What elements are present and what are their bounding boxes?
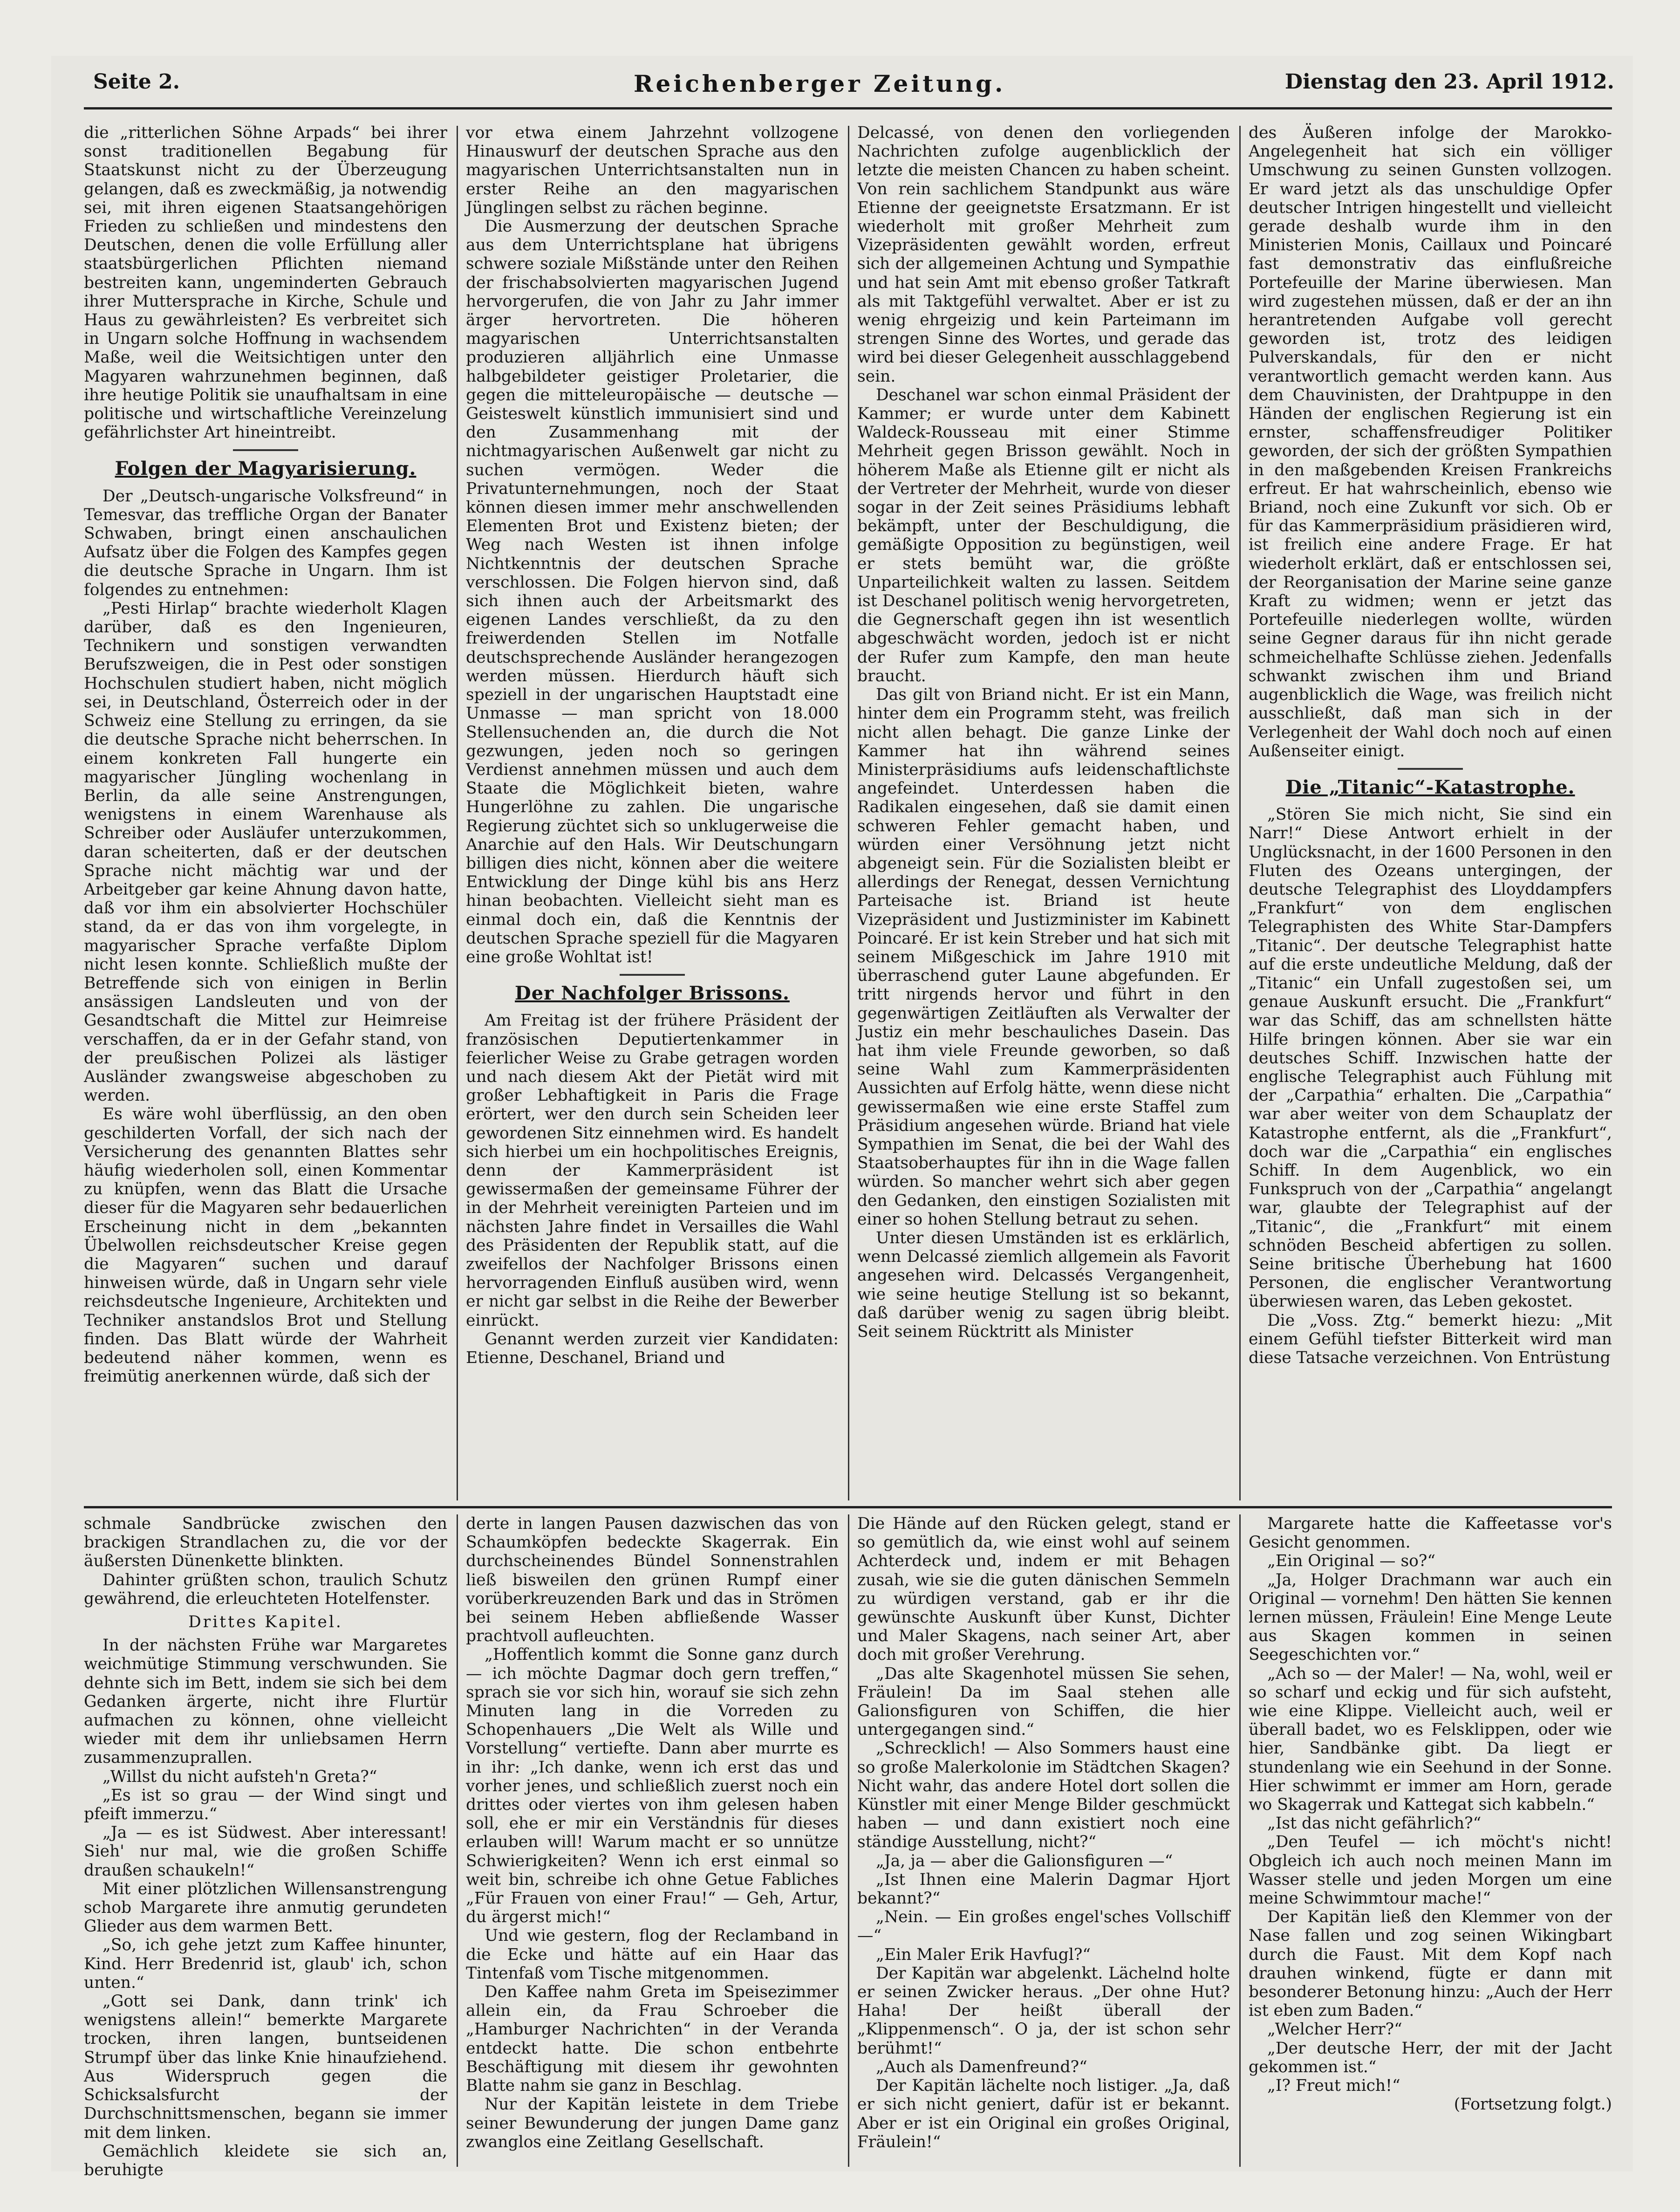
story-paragraph: Mit einer plötzlichen Willensanstrengung schob Margarete ihre anmutig gerundeten Glieder aus dem warmen Bett.	[84, 1879, 447, 1936]
chapter-heading: Drittes Kapitel.	[188, 1613, 343, 1632]
story-paragraph: schmale Sandbrücke zwischen den brackigen Strandlachen zu, die vor der äußersten Dünenkette blinkten.	[84, 1514, 447, 1571]
story-paragraph: „Ja, Holger Drachmann war auch ein Original — vornehm! Den hätten Sie kennen lernen müssen, Fräulein! Eine Menge Leute aus Skagen kommen in seinen Seegeschichten vor.“	[1249, 1570, 1612, 1664]
article-paragraph: die „ritterlichen Söhne Arpads“ bei ihrer sonst traditionellen Begabung für Staatskunst nicht zu der Überzeugung gelangen, daß es zweckmäßig, ja notwendig sei, mit ihren eigenen Staatsangehörigen Frieden zu schließen und mindestens den Deutschen, denen die volle Erfüllung aller staatsbürgerlichen Pflichten niemand bestreiten kann, ungeminderten Gebrauch ihrer Muttersprache in Kirche, Schule und Haus zu gewährleisten? Es verbreitet sich in Ungarn solche Hoffnung in wachsendem Maße, weil die Weitsichtigen unter den Magyaren wahrzunehmen beginnen, daß ihre heutige Politik sie unaufhaltsam in eine politische und wirtschaftliche Vereinzelung gefährlichster Art hineintreibt.	[84, 123, 447, 442]
section-divider	[233, 449, 298, 451]
story-paragraph: „Welcher Herr?“	[1267, 2020, 1402, 2039]
story-paragraph: „Ist Ihnen eine Malerin Dagmar Hjort bekannt?“	[857, 1870, 1230, 1908]
story-paragraph: Und wie gestern, flog der Reclamband in die Ecke und hätte auf ein Haar das Tintenfaß vom Tische mitgenommen.	[466, 1926, 839, 1983]
story-paragraph: „Willst du nicht aufsteh'n Greta?“	[102, 1767, 377, 1786]
column-divider	[848, 126, 849, 1500]
story-paragraph: „Ach so — der Maler! — Na, wohl, weil er so scharf und eckig und für sich aufsteht, wie eine Klippe. Vielleicht auch, weil er überall badet, wo es Felsklippen, oder wie hier, Sandbänke gibt. Da liegt er stundenlang wie ein Seehund in der Sonne. Hier schwimmt er immer am Horn, gerade wo Skagerrak und Kattegat sich kabbeln.“	[1249, 1664, 1612, 1815]
story-paragraph: Den Kaffee nahm Greta im Speisezimmer allein ein, da Frau Schroeber die „Hamburger Nachrichten“ in der Veranda entdeckt hatte. Die schon entbehrte Beschäftigung mit diesem ihr gewohnten Blatte nahm sie ganz in Beschlag.	[466, 1983, 839, 2096]
story-paragraph: Der Kapitän war abgelenkt. Lächelnd holte er seinen Zwicker heraus. „Der ohne Hut? Haha! Der heißt überall der „Klippenmensch“. O ja, der ist schon sehr berühmt!“	[857, 1964, 1230, 2058]
story-paragraph: „Auch als Damenfreund?“	[876, 2057, 1087, 2076]
story-paragraph: In der nächsten Frühe war Margaretes weichmütige Stimmung verschwunden. Sie dehnte sich im Bett, indem sie sich bei dem Gedanken ärgerte, nicht ihre Flurtür aufmachen zu können, ohne vielleicht wieder mit dem ihr unliebsamen Herrn zusammenzuprallen.	[84, 1636, 447, 1767]
story-paragraph: „I? Freut mich!“	[1267, 2076, 1400, 2096]
story-paragraph: „Ein Maler Erik Havfugl?“	[876, 1945, 1091, 1964]
column-divider	[457, 126, 458, 1500]
article-paragraph: Die Ausmerzung der deutschen Sprache aus dem Unterrichtsplane hat übrigens schwere soziale Mißstände unter den Reihen der frischabsolvierten magyarischen Jugend hervorgerufen, die von Jahr zu Jahr immer ärger hervortreten. Die höheren magyarischen Unterrichtsanstalten produzieren alljährlich eine Unmasse halbgebildeter geistiger Proletarier, die gegen die mitteleuropäische — deutsche — Geisteswelt künstlich immunisiert sind und den Zusammenhang mit der nichtmagyarischen Außenwelt gar nicht zu suchen vermögen. Weder die Privatunternehmungen, noch der Staat können diesen immer mehr anschwellenden Elementen Brot und Existenz bieten; der Weg nach Westen ist ihnen infolge Nichtkenntnis der deutschen Sprache verschlossen. Die Folgen hiervon sind, daß sich ihnen auch der Arbeitsmarkt des eigenen Landes verschließt, da zu den freiwerdenden Stellen im Notfalle deutschsprechende Ausländer herangezogen werden müssen. Hierdurch häuft sich speziell in der ungarischen Hauptstadt eine Unmasse — man spricht von 18.000 Stellensuchenden an, die durch die Not gezwungen, jeden noch so geringen Verdienst annehmen müssen und auch dem Staate die Möglichkeit bieten, wahre Hungerlöhne zu zahlen. Die ungarische Regierung züchtet sich so unklugerweise die Anarchie auf den Hals. Wir Deutschungarn billigen dies nicht, können aber die weitere Entwicklung der Dinge kühl bis ans Herz hinan beobachten. Vielleicht sieht man es einmal doch ein, daß die Kenntnis der deutschen Sprache speziell für die Magyaren eine große Wohltat ist!	[466, 217, 839, 966]
article-paragraph: Am Freitag ist der frühere Präsident der französischen Deputiertenkammer in feierlicher Weise zu Grabe getragen worden und nach diesem Akt der Pietät wird mit großer Lebhaftigkeit in Paris die Frage erörtert, wer den durch sein Scheiden leer gewordenen Sitz einnehmen wird. Es handelt sich hierbei um ein hochpolitisches Ereignis, denn der Kammerpräsident ist gewissermaßen der gemeinsame Führer der in der Mehrheit vereinigten Parteien und im nächsten Jahre findet in Versailles die Wahl des Präsidenten der Republik statt, auf die zweifellos der Nachfolger Brissons einen hervorragenden Einfluß ausüben wird, wenn er nicht gar selbst in die Reihe der Bewerber einrückt.	[466, 1011, 839, 1330]
story-paragraph: Margarete hatte die Kaffeetasse vor's Gesicht genommen.	[1249, 1514, 1612, 1552]
article-paragraph: Genannt werden zurzeit vier Kandidaten: Etienne, Deschanel, Briand und	[466, 1329, 839, 1367]
column-divider	[457, 1514, 458, 2167]
column-divider	[848, 1514, 849, 2167]
story-paragraph: „Der deutsche Herr, der mit der Jacht gekommen ist.“	[1249, 2039, 1612, 2076]
story-paragraph: Dahinter grüßten schon, traulich Schutz gewährend, die erleuchteten Hotelfenster.	[84, 1570, 447, 1608]
article-paragraph: Deschanel war schon einmal Präsident der Kammer; er wurde unter dem Kabinett Waldeck-Rousseau mit einer Stimme Mehrheit gegen Brisson gewählt. Noch in höherem Maße als Etienne gilt er nicht als der Vertreter der Mehrheit, wurde von dieser sogar in der Zeit seines Präsidiums lebhaft bekämpft, unter der Beschuldigung, die gemäßigte Opposition zu begünstigen, weil er stets bemüht war, die größte Unparteilichkeit walten zu lassen. Seitdem ist Deschanel politisch wenig hervorgetreten, die Gegnerschaft gegen ihn ist wesentlich abgeschwächt worden, jedoch ist er nicht der Rufer zum Kampfe, den man heute braucht.	[857, 385, 1230, 685]
story-paragraph: Der Kapitän ließ den Klemmer von der Nase fallen und zog seinen Wikingbart durch die Faust. Mit dem Kopf nach drauhen winkend, fügte er dann mit besonderer Betonung hinzu: „Auch der Herr ist eben zum Baden.“	[1249, 1908, 1612, 2020]
story-paragraph: Die Hände auf den Rücken gelegt, stand er so gemütlich da, wie einst wohl auf seinem Achterdeck und, indem er mit Behagen zusah, wie sie die guten dänischen Semmeln zu würdigen verstand, gab er ihr die gewünschte Auskunft über Kunst, Dichter und Maler Skagens, nach seiner Art, aber doch mit großer Verehrung.	[857, 1514, 1230, 1664]
story-paragraph: „Nein. — Ein großes engel'sches Vollschiff —“	[857, 1908, 1230, 1945]
story-paragraph: „Gott sei Dank, dann trink' ich wenigstens allein!“ bemerkte Margarete trocken, ihren langen, buntseidenen Strumpf über das linke Knie hinaufziehend. Aus Widerspruch gegen die Schicksalsfurcht der Durchschnittsmenschen, begann sie immer mit dem linken.	[84, 1992, 447, 2142]
article-heading-titanic: Die „Titanic“-Katastrophe.	[1285, 776, 1575, 798]
story-paragraph: derte in langen Pausen dazwischen das von Schaumköpfen bedeckte Skagerrak. Ein durchscheinendes Bündel Sonnenstrahlen ließ bisweilen den grünen Rumpf einer vorüberkreuzenden Bark und das in Strömen bei seinem Heben abfließende Wasser prachtvoll aufleuchten.	[466, 1514, 839, 1646]
article-column-2	[466, 123, 839, 1498]
article-column-3	[857, 123, 1230, 1498]
story-paragraph: „Den Teufel — ich möcht's nicht! Obgleich ich auch noch meinen Mann im Wasser stelle und jeden Morgen um eine meine Schwimmtour mache!“	[1249, 1833, 1612, 1908]
article-heading-brisson: Der Nachfolger Brissons.	[515, 982, 790, 1005]
article-heading-magyarisierung: Folgen der Magyarisierung.	[115, 458, 417, 480]
header-rule	[84, 107, 1612, 110]
feuilleton-column-1	[84, 1514, 447, 2179]
column-divider	[1239, 1514, 1241, 2167]
newspaper-page	[51, 56, 1633, 2179]
article-paragraph: Unter diesen Umständen ist es erklärlich, wenn Delcassé ziemlich allgemein als Favorit angesehen wird. Delcassés Vergangenheit, wie seine heutige Stellung ist so bekannt, daß darüber wenig zu sagen übrig bleibt. Seit seinem Rücktritt als Minister	[857, 1228, 1230, 1341]
article-paragraph: Die „Voss. Ztg.“ bemerkt hiezu: „Mit einem Gefühl tiefster Bitterkeit wird man diese Tatsache verzeichnen. Von Entrüstung	[1249, 1311, 1612, 1367]
article-column-4	[1249, 123, 1612, 1498]
masthead	[51, 56, 1633, 103]
article-paragraph: Das gilt von Briand nicht. Er ist ein Mann, hinter dem ein Programm steht, was freilich nicht allen behagt. Die ganze Linke der Kammer hat ihn während seines Ministerpräsidiums aufs leidenschaftlichste angefeindet. Unterdessen haben die Radikalen eingesehen, daß sie damit einen schweren Fehler gemacht haben, und würden einer Versöhnung jetzt nicht abgeneigt sein. Für die Sozialisten bleibt er allerdings der Renegat, dessen Vernichtung Parteisache ist. Briand ist heute Vizepräsident und Justizminister im Kabinett Poincaré. Er ist kein Streber und hat sich mit seinem Mißgeschick im Jahre 1910 mit überraschend guter Laune abgefunden. Er tritt nirgends hervor und führt in den gegenwärtigen Zeitläuften als Verwalter der Justiz ein mehr beschauliches Dasein. Das hat ihm viele Freunde geworben, so daß seine Wahl zum Kammerpräsidenten Aussichten auf Erfolg hätte, wenn diese nicht gewissermaßen wie eine erste Staffel zum Präsidium angesehen würde. Briand hat viele Sympathien im Senat, die bei der Wahl des Staatsoberhauptes für ihn in die Wage fallen würden. So mancher wehrt sich aber gegen den Gedanken, den einstigen Sozialisten mit einer so hohen Stellung betraut zu sehen.	[857, 685, 1230, 1229]
story-paragraph: „Ja — es ist Südwest. Aber interessant! Sieh' nur mal, wie die großen Schiffe draußen schaukeln!“	[84, 1823, 447, 1880]
story-paragraph: „Es ist so grau — der Wind singt und pfeift immerzu.“	[84, 1786, 447, 1824]
column-divider	[1239, 126, 1241, 1500]
feuilleton-column-4	[1249, 1514, 1612, 2167]
issue-date: Dienstag den 23. April 1912.	[1284, 70, 1614, 94]
story-paragraph: „Ein Original — so?“	[1267, 1552, 1436, 1571]
story-paragraph: Gemächlich kleidete sie sich an, beruhigte	[84, 2142, 447, 2179]
section-divider	[1398, 768, 1463, 770]
story-paragraph: Nur der Kapitän leistete in dem Triebe seiner Bewunderung der jungen Dame ganz zwanglos eine Zeitlang Gesellschaft.	[466, 2095, 839, 2151]
article-paragraph: Delcassé, von denen den vorliegenden Nachrichten zufolge augenblicklich der letzte die meisten Chancen zu haben scheint. Von rein sachlichem Standpunkt aus wäre Etienne der geeignetste Ersatzmann. Er ist wiederholt mit großer Mehrheit zum Vizepräsidenten gewählt worden, erfreut sich der allgemeinen Achtung und Sympathie und hat sein Amt mit ebenso großer Tatkraft als mit Taktgefühl verwaltet. Aber er ist zu wenig ehrgeizig und kein Parteimann im strengen Sinne des Wortes, und gerade das wird bei dieser Gelegenheit ausschlaggebend sein.	[857, 123, 1230, 386]
article-paragraph: Es wäre wohl überflüssig, an den oben geschilderten Vorfall, der sich nach der Versicherung des genannten Blattes sehr häufig wiederholen soll, einen Kommentar zu knüpfen, wenn das Blatt die Ursache dieser für die Magyaren sehr bedauerlichen Erscheinung nicht in dem „bekannten Übelwollen reichsdeutscher Kreise gegen die Magyaren“ suchen und darauf hinweisen würde, daß in Ungarn sehr viele reichsdeutsche Ingenieure, Architekten und Techniker anstandslos Brot und Stellung finden. Das Blatt würde der Wahrheit bedeutend näher kommen, wenn es freimütig anerkennen würde, daß sich der	[84, 1105, 447, 1386]
article-paragraph: des Äußeren infolge der Marokko-Angelegenheit hat sich ein völliger Umschwung zu seinen Gunsten vollzogen. Er ward jetzt als das unschuldige Opfer deutscher Intrigen hingestellt und vielleicht gerade deshalb wurde ihm in den Ministerien Monis, Caillaux und Poincaré fast demonstrativ das einflußreiche Portefeuille der Marine überwiesen. Man wird zugestehen müssen, daß er der an ihn herantretenden Aufgabe voll gerecht geworden ist, trotz des leidigen Pulverskandals, für den er nicht verantwortlich gemacht werden kann. Aus dem Chauvinisten, der Drahtpuppe in den Händen der englischen Regierung ist ein ernster, schaffensfreudiger Politiker geworden, der sich der größten Sympathien in den maßgebenden Kreisen Frankreichs erfreut. Er hat wahrscheinlich, ebenso wie Briand, noch eine Zukunft vor sich. Ob er für das Kammerpräsidium präsidieren wird, ist freilich eine andere Frage. Er hat wiederholt erklärt, daß er entschlossen sei, der Reorganisation der Marine seine ganze Kraft zu widmen; wenn er jetzt das Portefeuille niederlegen wollte, würden seine Gegner daraus für ihn nicht gerade schmeichelhafte Schlüsse ziehen. Jedenfalls schwankt zwischen ihm und Briand augenblicklich die Wage, was freilich nicht ausschließt, daß man sich in der Verlegenheit der Wahl doch noch auf einen Außenseiter einigt.	[1249, 123, 1612, 760]
page-label: Seite 2.	[93, 70, 180, 94]
article-paragraph: „Stören Sie mich nicht, Sie sind ein Narr!“ Diese Antwort erhielt in der Unglücksnacht, in der 1600 Personen in den Fluten des Ozeans untergingen, der deutsche Telegraphist des Lloyddampfers „Frankfurt“ von dem englischen Telegraphisten des White Star-Dampfers „Titanic“. Der deutsche Telegraphist hatte auf die erste undeutliche Meldung, daß der „Titanic“ ein Unfall zugestoßen sei, um genaue Auskunft ersucht. Die „Frankfurt“ war das Schiff, das am schnellsten hätte Hilfe bringen können. Aber sie war ein deutsches Schiff. Inzwischen hatte der englische Telegraphist auch Fühlung mit der „Carpathia“ erhalten. Die „Carpathia“ war aber weiter von dem Schauplatz der Katastrophe entfernt, als die „Frankfurt“, doch war die „Carpathia“ ein englisches Schiff. In dem Augenblick, wo ein Funkspruch von der „Carpathia“ angelangt war, glaubte der Telegraphist auf der „Titanic“, die „Frankfurt“ mit einem schnöden Bescheid abfertigen zu sollen. Seine britische Überhebung hat 1600 Personen, die englischer Verantwortung überwiesen waren, das Leben gekostet.	[1249, 805, 1612, 1311]
story-paragraph: „So, ich gehe jetzt zum Kaffee hinunter, Kind. Herr Bredenrid ist, glaub' ich, schon unten.“	[84, 1936, 447, 1992]
article-column-1	[84, 123, 447, 1498]
story-paragraph: „Ist das nicht gefährlich?“	[1267, 1814, 1482, 1833]
section-divider	[620, 974, 685, 976]
article-paragraph: vor etwa einem Jahrzehnt vollzogene Hinauswurf der deutschen Sprache aus den magyarischen Unterrichtsanstalten nun in erster Reihe an den magyarischen Jünglingen selbst zu rächen beginne.	[466, 123, 839, 217]
feuilleton-rule	[84, 1506, 1612, 1508]
story-paragraph: „Ja, ja — aber die Galionsfiguren —“	[876, 1851, 1173, 1870]
feuilleton-column-2	[466, 1514, 839, 2167]
article-paragraph: „Pesti Hirlap“ brachte wiederholt Klagen darüber, daß es den Ingenieuren, Technikern und sonstigen verwandten Berufszweigen, die in Pest oder sonstigen Hochschulen studiert haben, nicht möglich sei, in Deutschland, Österreich oder in der Schweiz eine Stellung zu erringen, da sie die deutsche Sprache nicht beherrschen. In einem konkreten Fall hungerte ein magyarischer Jüngling wochenlang in Berlin, da alle seine Anstrengungen, wenigstens in einem Warenhause als Schreiber oder Ausläufer unterzukommen, daran scheiterten, daß er der deutschen Sprache nicht mächtig war und der Arbeitgeber gar keine Ahnung davon hatte, daß vor ihm ein absolvierter Hochschüler stand, da er das von ihm vorgelegte, in magyarischer Sprache verfaßte Diplom nicht lesen konnte. Schließlich mußte der Betreffende sich von einigen in Berlin ansässigen Landsleuten und von der Gesandtschaft die Mittel zur Heimreise verschaffen, da er in der Gefahr stand, von der preußischen Polizei als lästiger Ausländer zwangsweise abgeschoben zu werden.	[84, 599, 447, 1105]
newspaper-title: Reichenberger Zeitung.	[634, 70, 1006, 97]
continuation-note: (Fortsetzung folgt.)	[1454, 2095, 1612, 2114]
feuilleton-column-3	[857, 1514, 1230, 2167]
story-paragraph: Der Kapitän lächelte noch listiger. „Ja, daß er sich nicht geniert, dafür ist er bekannt. Aber er ist ein Original ein großes Original, Fräulein!“	[857, 2076, 1230, 2151]
story-paragraph: „Schrecklich! — Also Sommers haust eine so große Malerkolonie im Städtchen Skagen? Nicht wahr, das andere Hotel dort sollen die Künstler mit einer Menge Bilder geschmückt haben — und dann existiert noch eine ständige Ausstellung, nicht?“	[857, 1739, 1230, 1852]
story-paragraph: „Das alte Skagenhotel müssen Sie sehen, Fräulein! Da im Saal stehen alle Galionsfiguren von Schiffen, die hier untergegangen sind.“	[857, 1664, 1230, 1739]
story-paragraph: „Hoffentlich kommt die Sonne ganz durch — ich möchte Dagmar doch gern treffen,“ sprach sie vor sich hin, worauf sie sich zehn Minuten lang in die Vorreden zu Schopenhauers „Die Welt als Wille und Vorstellung“ vertiefte. Dann aber murrte es in ihr: „Ich danke, wenn ich erst das und vorher jenes, und schließlich zuerst noch ein drittes oder viertes von ihm gelesen haben soll, ehe er mir ein Verständnis für dieses erlauben will! Warum macht er so unnütze Schwierigkeiten? Wenn ich erst einmal so weit bin, schreibe ich ohne Getue Fabliches „Für Frauen von einer Frau!“ — Geh, Artur, du ärgerst mich!“	[466, 1645, 839, 1927]
article-paragraph: Der „Deutsch-ungarische Volksfreund“ in Temesvar, das treffliche Organ der Banater Schwaben, bringt einen anschaulichen Aufsatz über die Folgen des Kampfes gegen die deutsche Sprache in Ungarn. Ihm ist folgendes zu entnehmen:	[84, 486, 447, 599]
